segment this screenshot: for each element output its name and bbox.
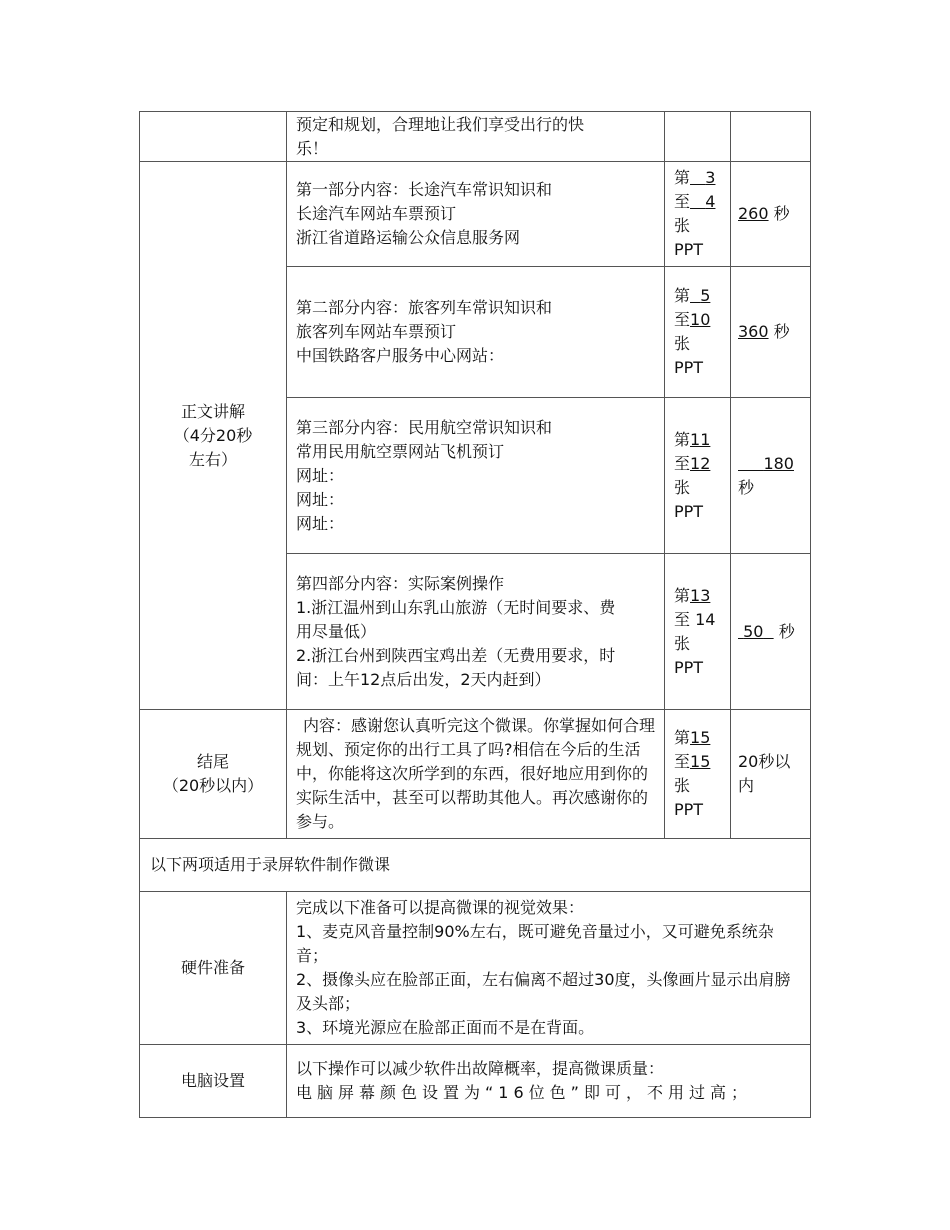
ending-slides — [665, 710, 731, 839]
intro-continuation — [287, 112, 665, 162]
slide-prefix: 第 — [674, 286, 691, 305]
slide-prefix: 第 — [674, 429, 691, 449]
slide-to: 10 — [690, 310, 711, 329]
table-row — [140, 162, 811, 267]
slides-empty — [665, 112, 731, 162]
table-row — [140, 892, 811, 1045]
slide-suffix: PPT — [674, 800, 704, 819]
part1-duration — [731, 162, 811, 267]
content-line: 旅客列车网站车票预订 — [296, 322, 457, 341]
table-row — [140, 839, 811, 892]
slide-prefix: 第 — [674, 168, 691, 187]
content-line: 预定和规划，合理地让我们享受出行的快 — [296, 114, 585, 134]
slide-to: 4 — [705, 192, 716, 211]
content-line: 第一部分内容：长途汽车常识知识和 — [296, 180, 553, 199]
hardware-content — [287, 892, 811, 1045]
table-row — [140, 1045, 811, 1118]
part4-slides — [665, 554, 731, 710]
duration-value: 50 — [743, 621, 764, 641]
duration-unit: 秒 — [773, 204, 790, 223]
part1-slides — [665, 162, 731, 267]
slide-mid: 至 — [674, 609, 691, 629]
content-line: 第四部分内容：实际案例操作 — [296, 573, 505, 593]
content-line: 网址： — [296, 489, 345, 509]
part3-content — [287, 398, 665, 554]
computer-label: 电脑设置 — [140, 1045, 287, 1118]
duration-value: 260 — [738, 204, 769, 223]
body-section-label — [140, 162, 287, 710]
content-line: 3、环境光源应在脸部正面而不是在背面。 — [296, 1018, 595, 1037]
slide-mid: 至 — [674, 752, 691, 771]
content-line: 第三部分内容：民用航空常识知识和 — [296, 417, 553, 437]
ending-duration — [731, 710, 811, 839]
content-line: 第二部分内容：旅客列车常识知识和 — [296, 298, 553, 317]
label-line: （4分20秒 — [173, 425, 253, 445]
ending-text: 内容：感谢您认真听完这个微课。你掌握如何合理规划、预定你的出行工具了吗?相信在今后的生活中，你能将这次所学到的东西，很好地应用到你的实际生活中，甚至可以帮助其他人。再次感谢你的参与。 — [296, 716, 656, 831]
content-line: 常用民用航空票网站飞机预订 — [296, 441, 505, 461]
part3-duration — [731, 398, 811, 554]
computer-content — [287, 1045, 811, 1118]
duration-line: 内 — [738, 776, 755, 795]
content-line: 1、麦克风音量控制90%左右，既可避免音量过小，又可避免系统杂音； — [296, 922, 774, 965]
content-line: 以下操作可以减少软件出故障概率，提高微课质量： — [296, 1059, 665, 1078]
slide-suffix: PPT — [674, 358, 704, 377]
slide-mid: 至 — [674, 453, 691, 473]
duration-unit: 秒 — [778, 621, 795, 641]
duration-value: 180 — [763, 453, 794, 473]
slide-suffix: PPT — [674, 657, 704, 677]
content-line: 完成以下准备可以提高微课的视觉效果： — [296, 898, 585, 917]
lesson-plan-table — [139, 111, 811, 1118]
content-line: 2、摄像头应在脸部正面，左右偏离不超过30度，头像画片显示出肩膀及头部； — [296, 970, 791, 1013]
part4-content — [287, 554, 665, 710]
duration-value: 360 — [738, 322, 769, 341]
slide-mid: 至 — [674, 192, 691, 211]
part1-content — [287, 162, 665, 267]
content-line: 间：上午12点后出发，2天内赶到） — [296, 669, 551, 689]
note-row: 以下两项适用于录屏软件制作微课 — [140, 839, 811, 892]
slide-from: 3 — [705, 168, 716, 187]
part4-duration — [731, 554, 811, 710]
slide-to: 14 — [695, 609, 716, 629]
slide-unit: 张 — [674, 216, 691, 235]
slide-from: 5 — [700, 286, 711, 305]
slide-to: 15 — [690, 752, 711, 771]
content-line: 乐！ — [296, 138, 329, 158]
part2-content — [287, 267, 665, 398]
slide-unit: 张 — [674, 633, 691, 653]
slide-suffix: PPT — [674, 501, 704, 521]
hardware-label: 硬件准备 — [140, 892, 287, 1045]
part3-slides — [665, 398, 731, 554]
duration-empty — [731, 112, 811, 162]
part2-slides — [665, 267, 731, 398]
slide-unit: 张 — [674, 334, 691, 353]
duration-line: 20秒以 — [738, 752, 791, 771]
label-line: 正文讲解 — [180, 401, 245, 421]
table-row — [140, 112, 811, 162]
ending-content — [287, 710, 665, 839]
ending-section-label — [140, 710, 287, 839]
content-line: 浙江省道路运输公众信息服务网 — [296, 228, 521, 247]
content-line: 长途汽车网站车票预订 — [296, 204, 457, 223]
table-row — [140, 710, 811, 839]
content-line: 网址： — [296, 513, 345, 533]
part2-duration — [731, 267, 811, 398]
content-line: 2.浙江台州到陕西宝鸡出差（无费用要求，时 — [296, 645, 616, 665]
slide-unit: 张 — [674, 776, 691, 795]
slide-from: 15 — [690, 728, 711, 747]
content-line: 网址： — [296, 465, 345, 485]
label-line: 结尾 — [196, 752, 229, 771]
content-line: 中国铁路客户服务中心网站： — [296, 346, 505, 365]
slide-suffix: PPT — [674, 240, 704, 259]
content-line: 电脑屏幕颜色设置为“16位色”即可，不用过高； — [296, 1083, 752, 1102]
slide-unit: 张 — [674, 477, 691, 497]
slide-mid: 至 — [674, 310, 691, 329]
slide-to: 12 — [690, 453, 711, 473]
content-line: 用尽量低） — [296, 621, 377, 641]
label-line: （20秒以内） — [162, 776, 264, 795]
slide-from: 13 — [690, 585, 711, 605]
slide-prefix: 第 — [674, 728, 691, 747]
content-line: 1.浙江温州到山东乳山旅游（无时间要求、费 — [296, 597, 616, 617]
label-line: 左右） — [188, 449, 237, 469]
duration-unit: 秒 — [773, 322, 790, 341]
section-label-empty — [140, 112, 287, 162]
slide-prefix: 第 — [674, 585, 691, 605]
duration-unit: 秒 — [738, 477, 755, 497]
slide-from: 11 — [690, 429, 711, 449]
